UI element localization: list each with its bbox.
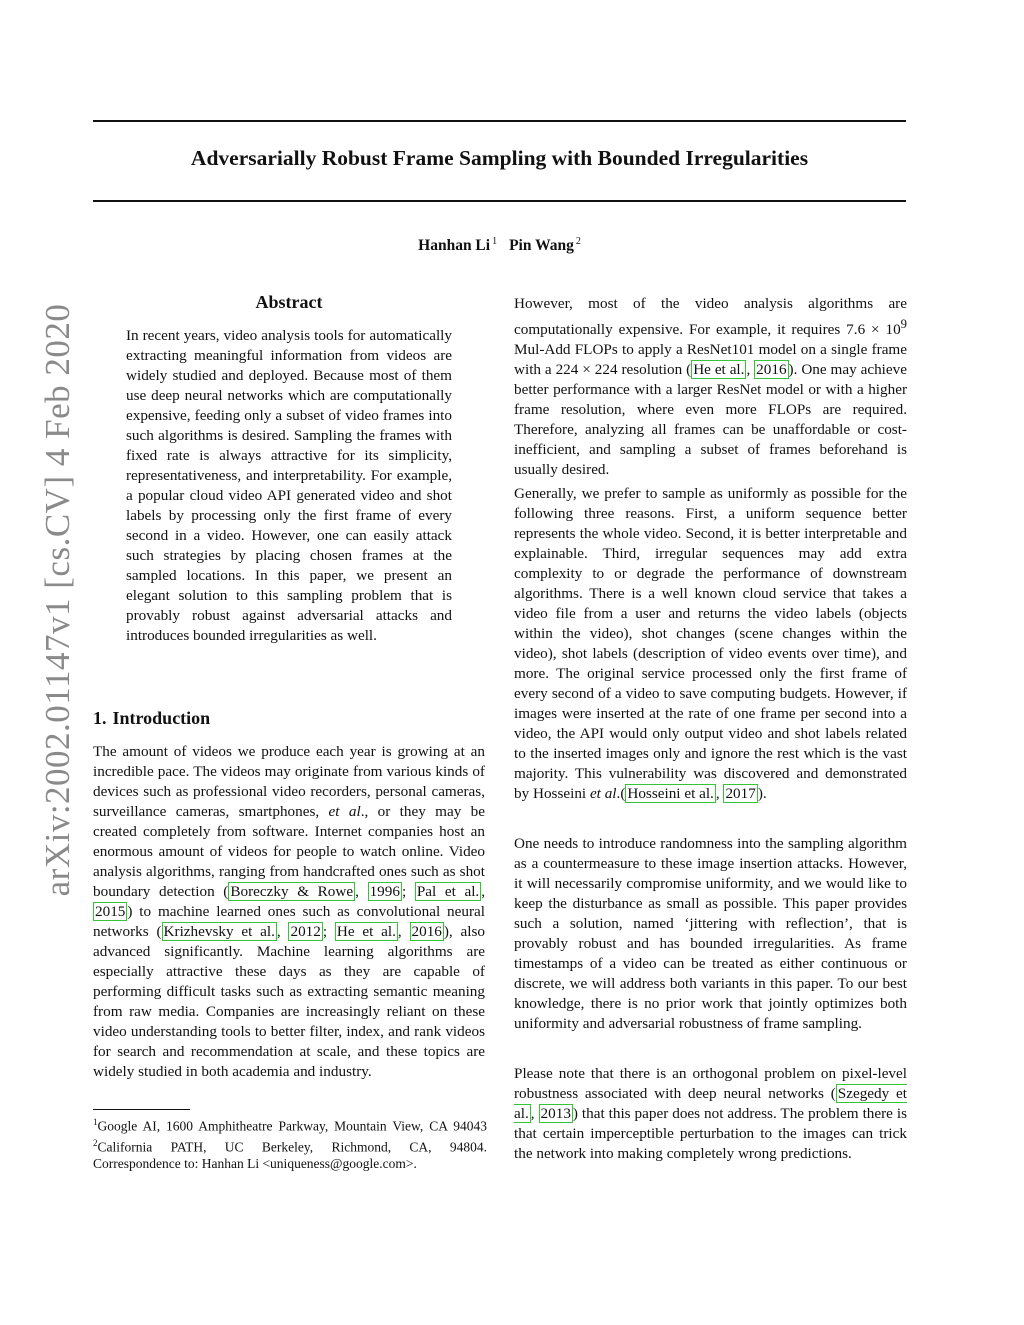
introduction-paragraph: The amount of videos we produce each year is growing at an incredible pace. The videos may originate from various kinds of devices such as professional video recorders, personal cameras, surveillance cameras, smartphones, et al., or they may be created completely from software. Internet companies host an enormous amount of videos for people to watch online. Video analysis algorithms, ranging from handcrafted ones such as shot boundary detection ( Boreczky & Rowe , 1996 ; Pal et al. , 2015 ) to machine learned ones such as convolutional neural networks ( Krizhevsky et al. , 2012 ; He et al. , 2016 ), also advanced significantly. Machine learning algorithms are especially attractive these days as they are capable of performing difficult tasks such as extracting semantic meaning from raw media. Companies are increasingly reliant on these video understanding tools to better filter, index, and rank videos for search and recommendation at scale, and these topics are widely studied in both academia and industry. bbox=[93, 743, 486, 1080]
citation-link[interactable]: 2015 bbox=[95, 903, 126, 920]
right-paragraph-1: However, most of the video analysis algorithms are computationally expensive. For example, it requires $7.6 \times 10^9$ Mul-Add FLOPs to apply a ResNet101 model on a single frame with a 224 × 224 resolution ( He et al. , 2016 ). One may achieve better performance with a larger ResNet model or with a higher frame resolution, where even more FLOPs are required. Therefore, analyzing all frames can be unaffordable or cost-inefficient, and sampling a subset of frames beforehand is usually desired. bbox=[514, 295, 907, 479]
paper-title: Adversarially Robust Frame Sampling with Bounded Irregularities bbox=[190, 146, 809, 170]
title-bottom-rule bbox=[93, 200, 906, 202]
section-title: Introduction bbox=[112, 708, 211, 728]
citation-link[interactable]: 2017 bbox=[725, 785, 756, 802]
citation-link[interactable]: Boreczky & Rowe bbox=[230, 883, 354, 900]
citation-link[interactable]: 2013 bbox=[540, 1105, 571, 1122]
citation-link[interactable]: 1996 bbox=[369, 883, 400, 900]
citation-link[interactable]: Hosseini et al. bbox=[627, 785, 714, 802]
author-affiliation-mark: 1 bbox=[492, 236, 498, 247]
section-heading-introduction bbox=[93, 708, 210, 729]
exponent: 9 bbox=[900, 317, 907, 331]
footnote: $^1$Google AI, 1600 Amphitheatre Parkway, Mountain View, CA 94043 $^2$California PATH, UC Berkeley, Richmond, CA, 94804. Correspondence to: Hanhan Li <uniqueness@google.com>. bbox=[93, 1117, 487, 1171]
citation-link[interactable]: Krizhevsky et al. bbox=[163, 923, 275, 940]
citation-link[interactable]: Szegedy et al. bbox=[514, 1085, 907, 1122]
emphasis: et al bbox=[589, 785, 617, 802]
citation-link[interactable]: 2012 bbox=[290, 923, 321, 940]
title-top-rule bbox=[93, 120, 906, 122]
emphasis: et al bbox=[328, 803, 361, 820]
abstract-text: In recent years, video analysis tools for automatically extracting meaningful information from videos are widely studied and deployed. Because most of them use deep neural networks which are computationally expensive, feeding only a subset of video frames into such algorithms is desired. Sampling the frames with fixed rate is always attractive for its simplicity, representativeness, and interpretability. For example, a popular cloud video API generated video and shot labels by processing only the first frame of every second in a video. However, one can easily attack such strategies by placing chosen frames at the sampled locations. In this paper, we present an elegant solution to this sampling problem that is provably robust against adversarial attacks and introduces bounded irregularities as well. bbox=[126, 327, 452, 644]
footnote-rule bbox=[93, 1109, 190, 1110]
citation-link[interactable]: He et al. bbox=[693, 361, 745, 379]
author-name: Pin Wang bbox=[509, 237, 574, 255]
citation-link[interactable]: 2016 bbox=[756, 361, 787, 379]
citation-link[interactable]: Pal et al. bbox=[416, 883, 480, 900]
right-paragraph-4: Please note that there is an orthogonal problem on pixel-level robustness associated with deep neural networks ( Szegedy et al. , 2013 ) that this paper does not address. The problem there is that certain imperceptible perturbation to the images can trick the network into making completely wrong predictions. bbox=[514, 1065, 908, 1162]
right-paragraph-3: One needs to introduce randomness into the sampling algorithm as a countermeasure to these image insertion attacks. However, it will necessarily compromise uniformity, and we would like to keep the disturbance as small as possible. This paper provides such a solution, named ‘jittering with reflection’, that is provably robust and has bounded irregularities. As frame timestamps of a video can be treated as either continuous or discrete, we will address both variants in this paper. To our best knowledge, there is no prior work that jointly optimizes both uniformity and adversarial robustness of frame sampling. bbox=[514, 835, 907, 1032]
citation-link[interactable]: He et al. bbox=[336, 923, 396, 940]
abstract-heading: Abstract bbox=[255, 292, 323, 312]
section-number: 1. bbox=[93, 708, 107, 728]
right-paragraph-2: Generally, we prefer to sample as uniformly as possible for the following three reasons. First, a uniform sequence better represents the whole video. Second, it is better interpretable and explainable. Third, irregular sequences may add extra complexity to or degrade the performance of downstream algorithms. There is a well known cloud service that takes a video file from a user and returns the video labels (objects within the video), shot changes (scene changes within the video), shot labels (description of video events over time), and more. The original service processed only the first frame of every second of a video to save computing budgets. However, if images were inserted at the rate of one frame per second into a video, the API would only output video and shot labels related to the inserted images only and ignore the rest which is the vast majority. This vulnerability was discovered and demonstrated by Hosseini et al.( Hosseini et al. , 2017 ). bbox=[514, 485, 907, 802]
author-list bbox=[93, 236, 906, 255]
author-name: Hanhan Li bbox=[418, 237, 491, 255]
author-affiliation-mark: 2 bbox=[575, 236, 581, 247]
citation-link[interactable]: 2016 bbox=[411, 923, 442, 940]
arxiv-identifier: arXiv:2002.01147v1 [cs.CV] 4 Feb 2020 bbox=[38, 303, 77, 897]
